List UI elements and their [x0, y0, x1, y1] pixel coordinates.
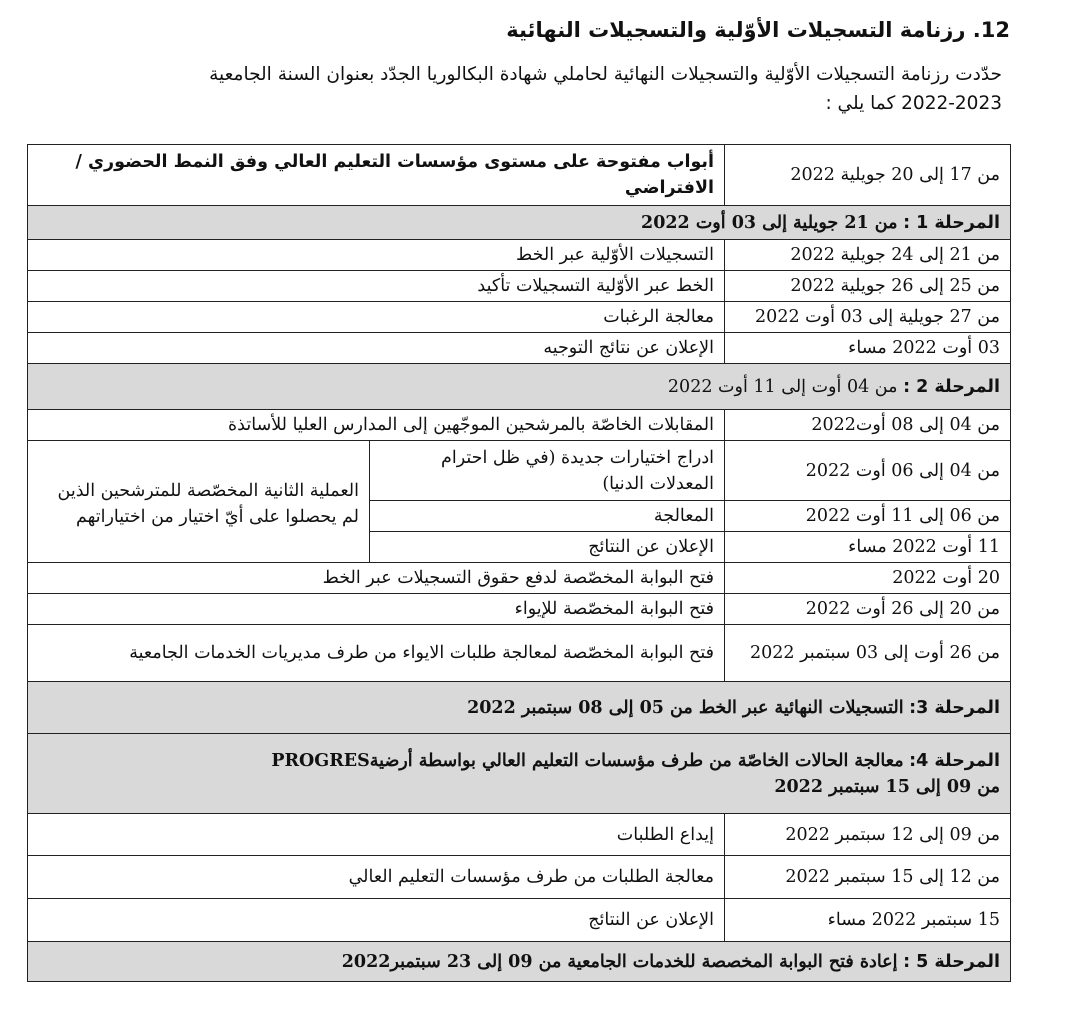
table-row — [28, 333, 1011, 364]
table-row — [28, 145, 1011, 206]
date-cell: من 17 إلى 20 جويلية 2022 — [725, 145, 1011, 206]
date-cell: من 04 إلى 08 أوت2022 — [725, 410, 1011, 441]
phase-label: المرحلة 1 : — [903, 212, 1000, 233]
second-round-note: العملية الثانية المخصّصة للمترشحين الذين لم يحصلوا على أيّ اختيار من اختياراتهم — [28, 441, 370, 563]
phase-label: المرحلة 4: — [909, 750, 1000, 771]
phase-dates: من 04 أوت إلى 11 أوت 2022 — [667, 376, 898, 397]
table-row — [28, 410, 1011, 441]
phase-cell — [28, 682, 1011, 734]
event-cell: فتح البوابة المخصّصة لدفع حقوق التسجيلات عبر الخط — [28, 563, 725, 594]
table-row — [28, 441, 1011, 501]
date-cell: 11 أوت 2022 مساء — [725, 532, 1011, 563]
phase-row-3 — [28, 682, 1011, 734]
phase-cell — [28, 942, 1011, 982]
phase-row-4 — [28, 734, 1011, 814]
phase-cell — [28, 734, 1011, 814]
event-cell: المعالجة — [370, 501, 725, 532]
date-cell: من 21 إلى 24 جويلية 2022 — [725, 240, 1011, 271]
table-row — [28, 240, 1011, 271]
date-cell: من 04 إلى 06 أوت 2022 — [725, 441, 1011, 501]
event-cell: إيداع الطلبات — [28, 814, 725, 856]
date-cell: من 25 إلى 26 جويلية 2022 — [725, 271, 1011, 302]
intro-paragraph — [72, 60, 1002, 118]
phase-label: المرحلة 3: — [909, 697, 1000, 718]
event-cell: التسجيلات الأوّلية عبر الخط — [28, 240, 725, 271]
event-cell: فتح البوابة المخصّصة لمعالجة طلبات الايواء من طرف مديريات الخدمات الجامعية — [28, 625, 725, 682]
date-cell: 20 أوت 2022 — [725, 563, 1011, 594]
date-cell: من 06 إلى 11 أوت 2022 — [725, 501, 1011, 532]
phase-row-1 — [28, 206, 1011, 240]
event-cell: ادراج اختيارات جديدة (في ظل احترام المعدلات الدنيا) — [370, 441, 725, 501]
date-cell: 03 أوت 2022 مساء — [725, 333, 1011, 364]
phase-row-5 — [28, 942, 1011, 982]
table-row — [28, 594, 1011, 625]
event-cell: الإعلان عن النتائج — [28, 899, 725, 942]
date-cell: من 26 أوت إلى 03 سبتمبر 2022 — [725, 625, 1011, 682]
intro-line-2: 2022-2023 كما يلي : — [825, 93, 1002, 114]
phase-label: المرحلة 2 : — [903, 376, 1000, 397]
phase-label: المرحلة 5 : — [903, 951, 1000, 972]
date-cell: 15 سبتمبر 2022 مساء — [725, 899, 1011, 942]
table-row — [28, 563, 1011, 594]
table-row — [28, 625, 1011, 682]
event-cell: المقابلات الخاصّة بالمرشحين الموجّهين إلى المدارس العليا للأساتذة — [28, 410, 725, 441]
date-cell: من 27 جويلية إلى 03 أوت 2022 — [725, 302, 1011, 333]
table-row — [28, 856, 1011, 899]
event-cell: أبواب مفتوحة على مستوى مؤسسات التعليم العالي وفق النمط الحضوري / الافتراضي — [28, 145, 725, 206]
event-cell: الخط عبر الأوّلية التسجيلات تأكيد — [28, 271, 725, 302]
schedule-table — [27, 144, 1011, 982]
phase-dates: من 21 جويلية إلى 03 أوت 2022 — [641, 212, 898, 233]
intro-line-1: حدّدت رزنامة التسجيلات الأوّلية والتسجيلات النهائية لحاملي شهادة البكالوريا الجدّد بعنوان السنة الجامعية — [209, 64, 1002, 85]
phase-cell — [28, 364, 1011, 410]
table-row — [28, 271, 1011, 302]
phase-cell — [28, 206, 1011, 240]
date-cell: من 09 إلى 12 سبتمبر 2022 — [725, 814, 1011, 856]
section-heading: 12. رزنامة التسجيلات الأوّلية والتسجيلات النهائية — [506, 18, 1010, 42]
event-cell: الإعلان عن النتائج — [370, 532, 725, 563]
phase-text: معالجة الحالات الخاصّة من طرف مؤسسات التعليم العالي بواسطة أرضيةPROGRES — [271, 750, 904, 771]
event-cell: معالجة الطلبات من طرف مؤسسات التعليم العالي — [28, 856, 725, 899]
date-cell: من 20 إلى 26 أوت 2022 — [725, 594, 1011, 625]
phase-text: إعادة فتح البوابة المخصصة للخدمات الجامعية من 09 إلى 23 سبتمبر2022 — [341, 951, 898, 972]
event-cell: الإعلان عن نتائج التوجيه — [28, 333, 725, 364]
event-cell: فتح البوابة المخصّصة للإيواء — [28, 594, 725, 625]
phase-dates: التسجيلات النهائية عبر الخط من 05 إلى 08 سبتمبر 2022 — [467, 697, 904, 718]
table-row — [28, 302, 1011, 333]
phase-dates: من 09 إلى 15 سبتمبر 2022 — [774, 776, 1000, 797]
event-cell: معالجة الرغبات — [28, 302, 725, 333]
table-row — [28, 814, 1011, 856]
table-row — [28, 899, 1011, 942]
date-cell: من 12 إلى 15 سبتمبر 2022 — [725, 856, 1011, 899]
phase-row-2 — [28, 364, 1011, 410]
